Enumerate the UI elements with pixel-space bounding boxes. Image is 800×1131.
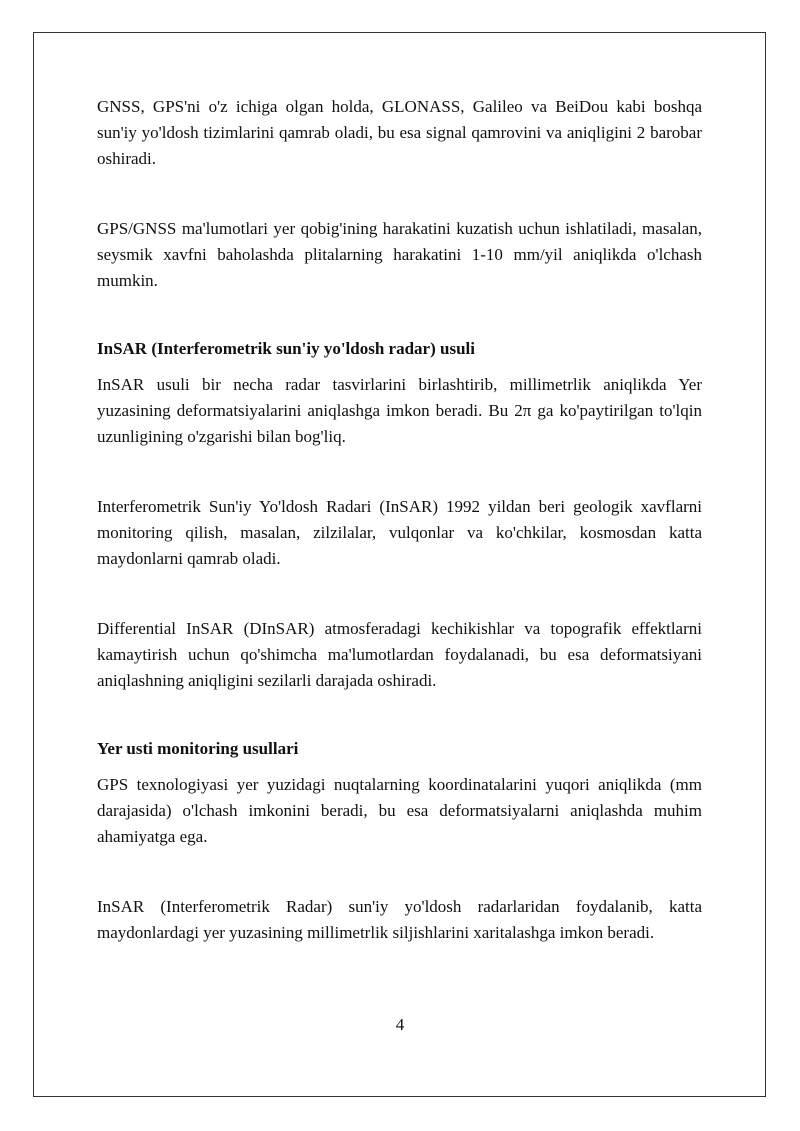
paragraph-gnss: GNSS, GPS'ni o'z ichiga olgan holda, GLONASS, Galileo va BeiDou kabi boshqa sun'iy yo'ldosh tizimlarini qamrab oladi, bu esa signal qamrovini va aniqligini 2 barobar oshiradi. (97, 97, 702, 168)
paragraph-gps-technology: GPS texnologiyasi yer yuzidagi nuqtalarning koordinatalarini yuqori aniqlikda (mm darajasida) o'lchash imkonini beradi, bu esa deformatsiyalarni aniqlashda muhim ahamiyatga ega. (97, 775, 702, 846)
paragraph-insar-radar: InSAR (Interferometrik Radar) sun'iy yo'ldosh radarlaridan foydalanib, katta maydonlardagi yer yuzasining millimetrlik siljishlarini xaritalashga imkon beradi. (97, 897, 702, 942)
heading-ground-monitoring: Yer usti monitoring usullari (97, 739, 299, 758)
paragraph-dinsar: Differential InSAR (DInSAR) atmosferadagi kechikishlar va topografik effektlarni kamaytirish uchun qo'shimcha ma'lumotlardan foydalanadi, bu esa deformatsiyani aniqlashning aniqligini sezilarli darajada oshiradi. (97, 619, 702, 690)
paragraph-insar-history: Interferometrik Sun'iy Yo'ldosh Radari (InSAR) 1992 yildan beri geologik xavflarni monitoring qilish, masalan, zilzilalar, vulqonlar va ko'chkilar, kosmosdan katta maydonlarni qamrab oladi. (97, 497, 702, 568)
paragraph-insar-method: InSAR usuli bir necha radar tasvirlarini birlashtirib, millimetrlik aniqlikda Yer yuzasining deformatsiyalarini aniqlashga imkon beradi. Bu 2π ga ko'paytirilgan to'lqin uzunligining o'zgarishi bilan bog'liq. (97, 375, 702, 446)
paragraph-gps-gnss-data: GPS/GNSS ma'lumotlari yer qobig'ining harakatini kuzatish uchun ishlatiladi, masalan, seysmik xavfni baholashda plitalarning harakatini 1-10 mm/yil aniqlikda o'lchash mumkin. (97, 219, 702, 290)
heading-insar: InSAR (Interferometrik sun'iy yo'ldosh radar) usuli (97, 339, 475, 358)
page-number: 4 (395, 1015, 405, 1034)
document-body (97, 94, 702, 946)
